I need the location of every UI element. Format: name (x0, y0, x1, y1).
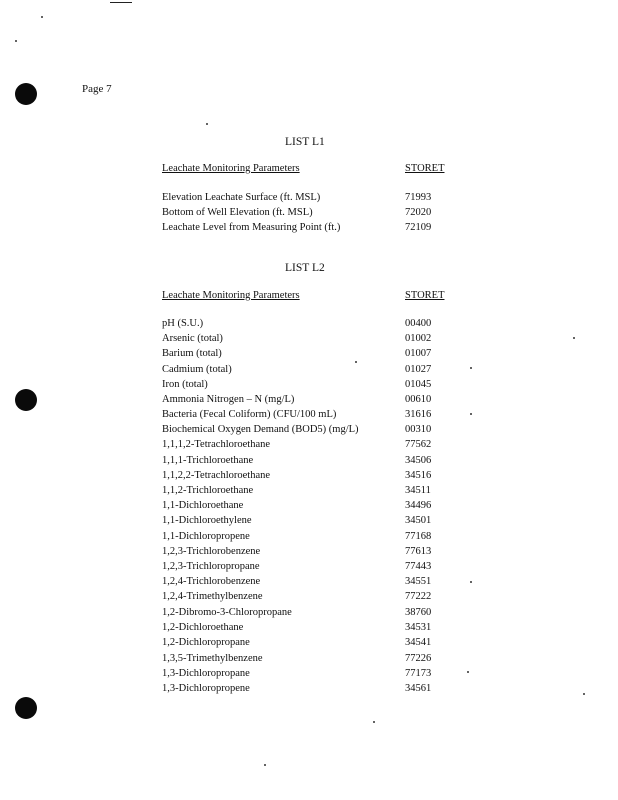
parameter-name: 1,3,5-Trimethylbenzene (162, 653, 263, 664)
parameter-name: 1,1,1,2-Tetrachloroethane (162, 439, 271, 450)
parameter-name: Bottom of Well Elevation (ft. MSL) (162, 207, 313, 218)
storet-code: 01027 (405, 364, 432, 375)
list-l2-title: LIST L2 (285, 262, 325, 274)
parameter-name: 1,2,3-Trichlorobenzene (162, 546, 261, 557)
storet-code: 72020 (405, 207, 432, 218)
list-item (162, 318, 462, 332)
list-item (162, 485, 462, 499)
scan-speck (470, 581, 472, 583)
parameter-name: 1,2-Dibromo-3-Chloropropane (162, 607, 292, 618)
storet-code: 34531 (405, 622, 432, 633)
list-item (162, 424, 462, 438)
list-l1-title: LIST L1 (285, 136, 325, 148)
list-l1-storet-header: STORET (405, 163, 445, 174)
storet-code: 72109 (405, 222, 432, 233)
list-item (162, 637, 462, 651)
parameter-name: 1,1,2-Trichloroethane (162, 485, 254, 496)
storet-code: 34511 (405, 485, 431, 496)
scan-speck (467, 671, 469, 673)
list-item (162, 470, 462, 484)
list-item (162, 591, 462, 605)
list-item (162, 207, 462, 221)
page-number: Page 7 (82, 83, 112, 95)
storet-code: 00310 (405, 424, 432, 435)
storet-code: 01045 (405, 379, 432, 390)
parameter-name: 1,1-Dichloroethane (162, 500, 244, 511)
list-l1-param-header: Leachate Monitoring Parameters (162, 163, 300, 174)
parameter-name: 1,1-Dichloroethylene (162, 515, 252, 526)
parameter-name: 1,3-Dichloropropane (162, 668, 250, 679)
parameter-name: 1,1,1-Trichloroethane (162, 455, 254, 466)
list-item (162, 500, 462, 514)
parameter-name: 1,3-Dichloropropene (162, 683, 250, 694)
parameter-name: 1,1-Dichloropropene (162, 531, 250, 542)
parameter-name: 1,2,3-Trichloropropane (162, 561, 260, 572)
parameter-name: Biochemical Oxygen Demand (BOD5) (mg/L) (162, 424, 359, 435)
storet-code: 34516 (405, 470, 432, 481)
storet-code: 77613 (405, 546, 432, 557)
list-item (162, 455, 462, 469)
list-item (162, 364, 462, 378)
storet-code: 34501 (405, 515, 432, 526)
list-item (162, 607, 462, 621)
parameter-name: 1,2-Dichloropropane (162, 637, 250, 648)
list-item (162, 653, 462, 667)
list-item (162, 222, 462, 236)
storet-code: 77562 (405, 439, 432, 450)
parameter-name: 1,2,4-Trimethylbenzene (162, 591, 263, 602)
storet-code: 34541 (405, 637, 432, 648)
scan-speck (15, 40, 17, 42)
list-item (162, 668, 462, 682)
scan-mark (110, 2, 132, 3)
scan-speck (583, 693, 585, 695)
list-item (162, 333, 462, 347)
list-item (162, 531, 462, 545)
storet-code: 31616 (405, 409, 432, 420)
storet-code: 77168 (405, 531, 432, 542)
binder-hole-icon (15, 697, 37, 719)
list-item (162, 683, 462, 697)
parameter-name: Leachate Level from Measuring Point (ft.) (162, 222, 341, 233)
storet-code: 34561 (405, 683, 432, 694)
binder-hole-icon (15, 83, 37, 105)
parameter-name: 1,2-Dichloroethane (162, 622, 244, 633)
list-item (162, 379, 462, 393)
scan-speck (470, 413, 472, 415)
storet-code: 00400 (405, 318, 432, 329)
storet-code: 01002 (405, 333, 432, 344)
list-item (162, 192, 462, 206)
parameter-name: Ammonia Nitrogen – N (mg/L) (162, 394, 295, 405)
scan-speck (41, 16, 43, 18)
scan-speck (206, 123, 208, 125)
parameter-name: Arsenic (total) (162, 333, 223, 344)
parameter-name: Iron (total) (162, 379, 208, 390)
list-l2-storet-header: STORET (405, 290, 445, 301)
list-item (162, 561, 462, 575)
storet-code: 01007 (405, 348, 432, 359)
storet-code: 34496 (405, 500, 432, 511)
storet-code: 77226 (405, 653, 432, 664)
storet-code: 77443 (405, 561, 432, 572)
list-item (162, 546, 462, 560)
list-item (162, 409, 462, 423)
storet-code: 77222 (405, 591, 432, 602)
storet-code: 38760 (405, 607, 432, 618)
scan-speck (373, 721, 375, 723)
list-item (162, 515, 462, 529)
storet-code: 00610 (405, 394, 432, 405)
binder-hole-icon (15, 389, 37, 411)
parameter-name: Bacteria (Fecal Coliform) (CFU/100 mL) (162, 409, 337, 420)
parameter-name: Elevation Leachate Surface (ft. MSL) (162, 192, 321, 203)
scan-speck (573, 337, 575, 339)
storet-code: 71993 (405, 192, 432, 203)
list-item (162, 576, 462, 590)
parameter-name: pH (S.U.) (162, 318, 204, 329)
storet-code: 77173 (405, 668, 432, 679)
list-item (162, 348, 462, 362)
scan-speck (470, 367, 472, 369)
parameter-name: 1,1,2,2-Tetrachloroethane (162, 470, 271, 481)
list-item (162, 622, 462, 636)
parameter-name: Cadmium (total) (162, 364, 232, 375)
storet-code: 34551 (405, 576, 432, 587)
parameter-name: Barium (total) (162, 348, 222, 359)
list-item (162, 394, 462, 408)
scan-speck (264, 764, 266, 766)
storet-code: 34506 (405, 455, 432, 466)
list-item (162, 439, 462, 453)
parameter-name: 1,2,4-Trichlorobenzene (162, 576, 261, 587)
list-l2-param-header: Leachate Monitoring Parameters (162, 290, 300, 301)
